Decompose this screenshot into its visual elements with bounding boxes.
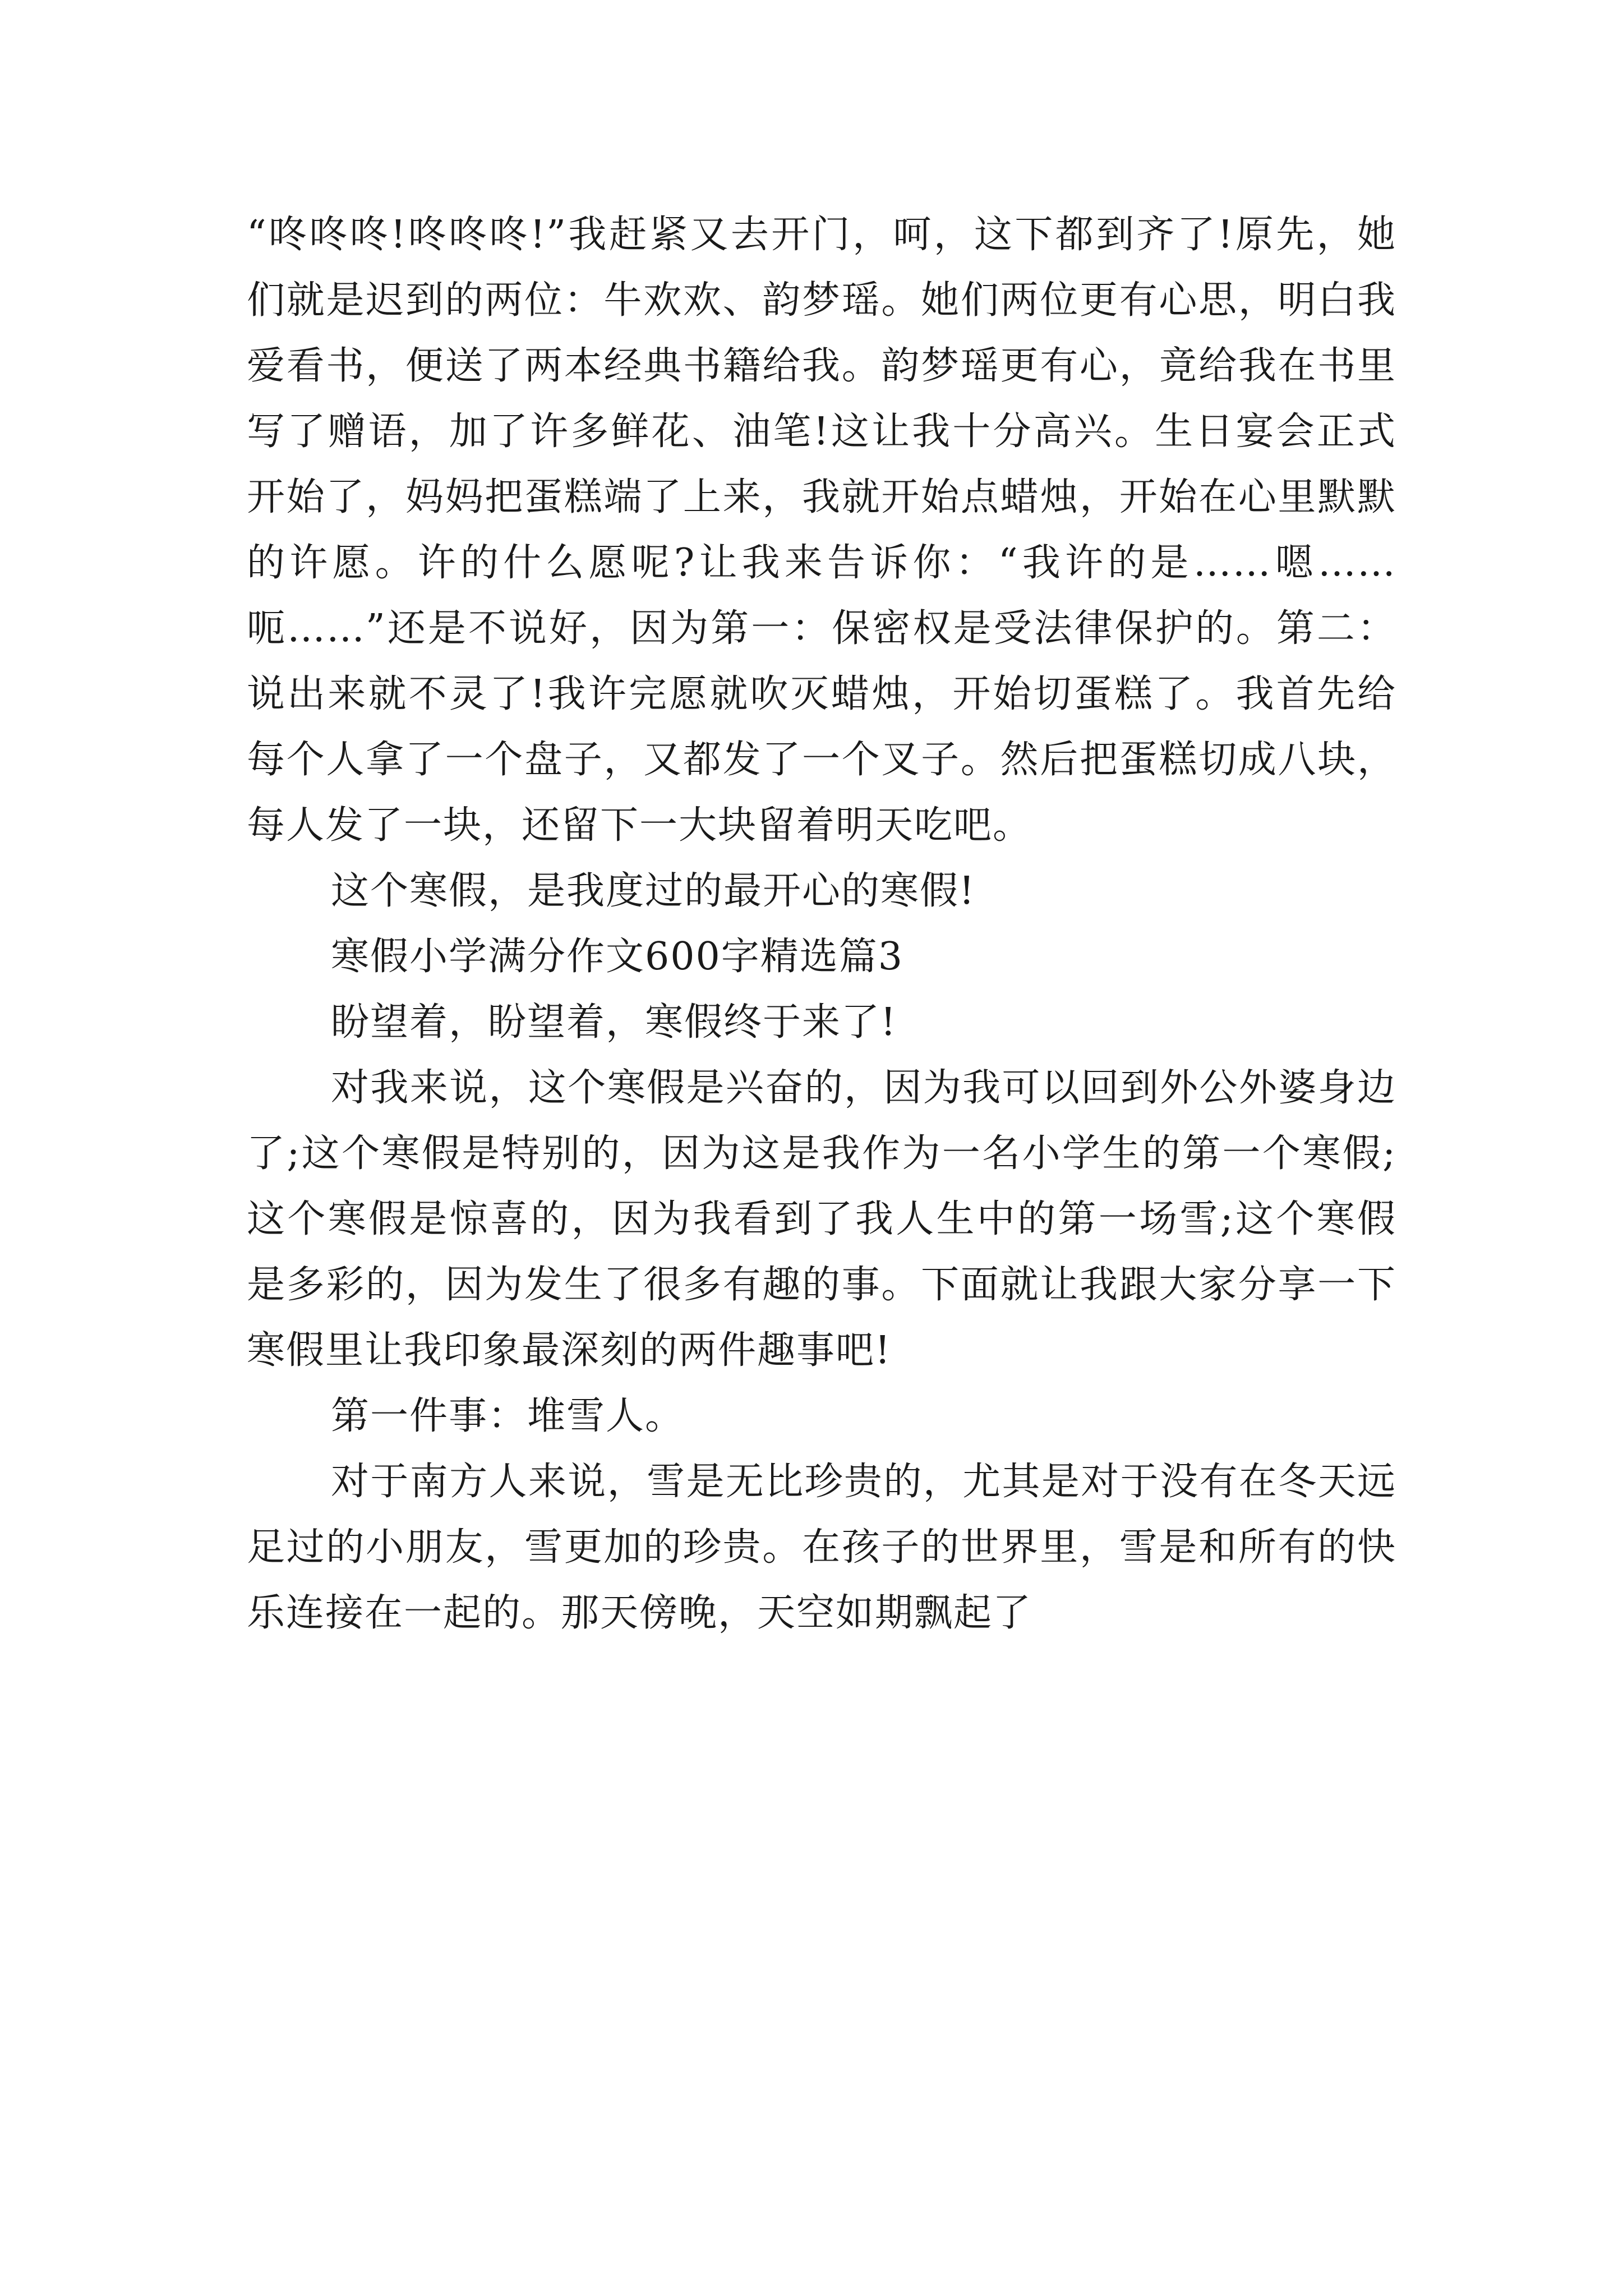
paragraph-holiday-feelings: 对我来说，这个寒假是兴奋的，因为我可以回到外公外婆身边了;这个寒假是特别的，因为这是我作为一名小学生的第一个寒假;这个寒假是惊喜的，因为我看到了我人生中的第一场雪;这个寒假是多彩的，因为发生了很多有趣的事。下面就让我跟大家分享一下寒假里让我印象最深刻的两件趣事吧! <box>247 1066 1396 1373</box>
paragraph-happiest-holiday: 这个寒假，是我度过的最开心的寒假! <box>331 869 976 913</box>
paragraph-holiday-arrived: 盼望着，盼望着，寒假终于来了! <box>331 1000 897 1045</box>
paragraph-first-event: 第一件事：堆雪人。 <box>331 1394 685 1438</box>
section-heading: 寒假小学满分作文600字精选篇3 <box>331 935 904 979</box>
paragraph-birthday-party: “咚咚咚!咚咚咚!”我赶紧又去开门，呵，这下都到齐了!原先，她们就是迟到的两位：牛欢欢、韵梦瑶。她们两位更有心思，明白我爱看书，便送了两本经典书籍给我。韵梦瑶更有心，竟给我在书里写了赠语，加了许多鲜花、油笔!这让我十分高兴。生日宴会正式开始了，妈妈把蛋糕端了上来，我就开始点蜡烛，开始在心里默默的许愿。许的什么愿呢?让我来告诉你：“我许的是……嗯……呃……”还是不说好，因为第一：保密权是受法律保护的。第二：说出来就不灵了!我许完愿就吹灭蜡烛，开始切蛋糕了。我首先给每个人拿了一个盘子，又都发了一个叉子。然后把蛋糕切成八块，每人发了一块，还留下一大块留着明天吃吧。 <box>247 213 1396 848</box>
essay-body <box>247 202 1396 1646</box>
paragraph-snow: 对于南方人来说，雪是无比珍贵的，尤其是对于没有在冬天远足过的小朋友，雪更加的珍贵。在孩子的世界里，雪是和所有的快乐连接在一起的。那天傍晚，天空如期飘起了 <box>247 1460 1396 1635</box>
